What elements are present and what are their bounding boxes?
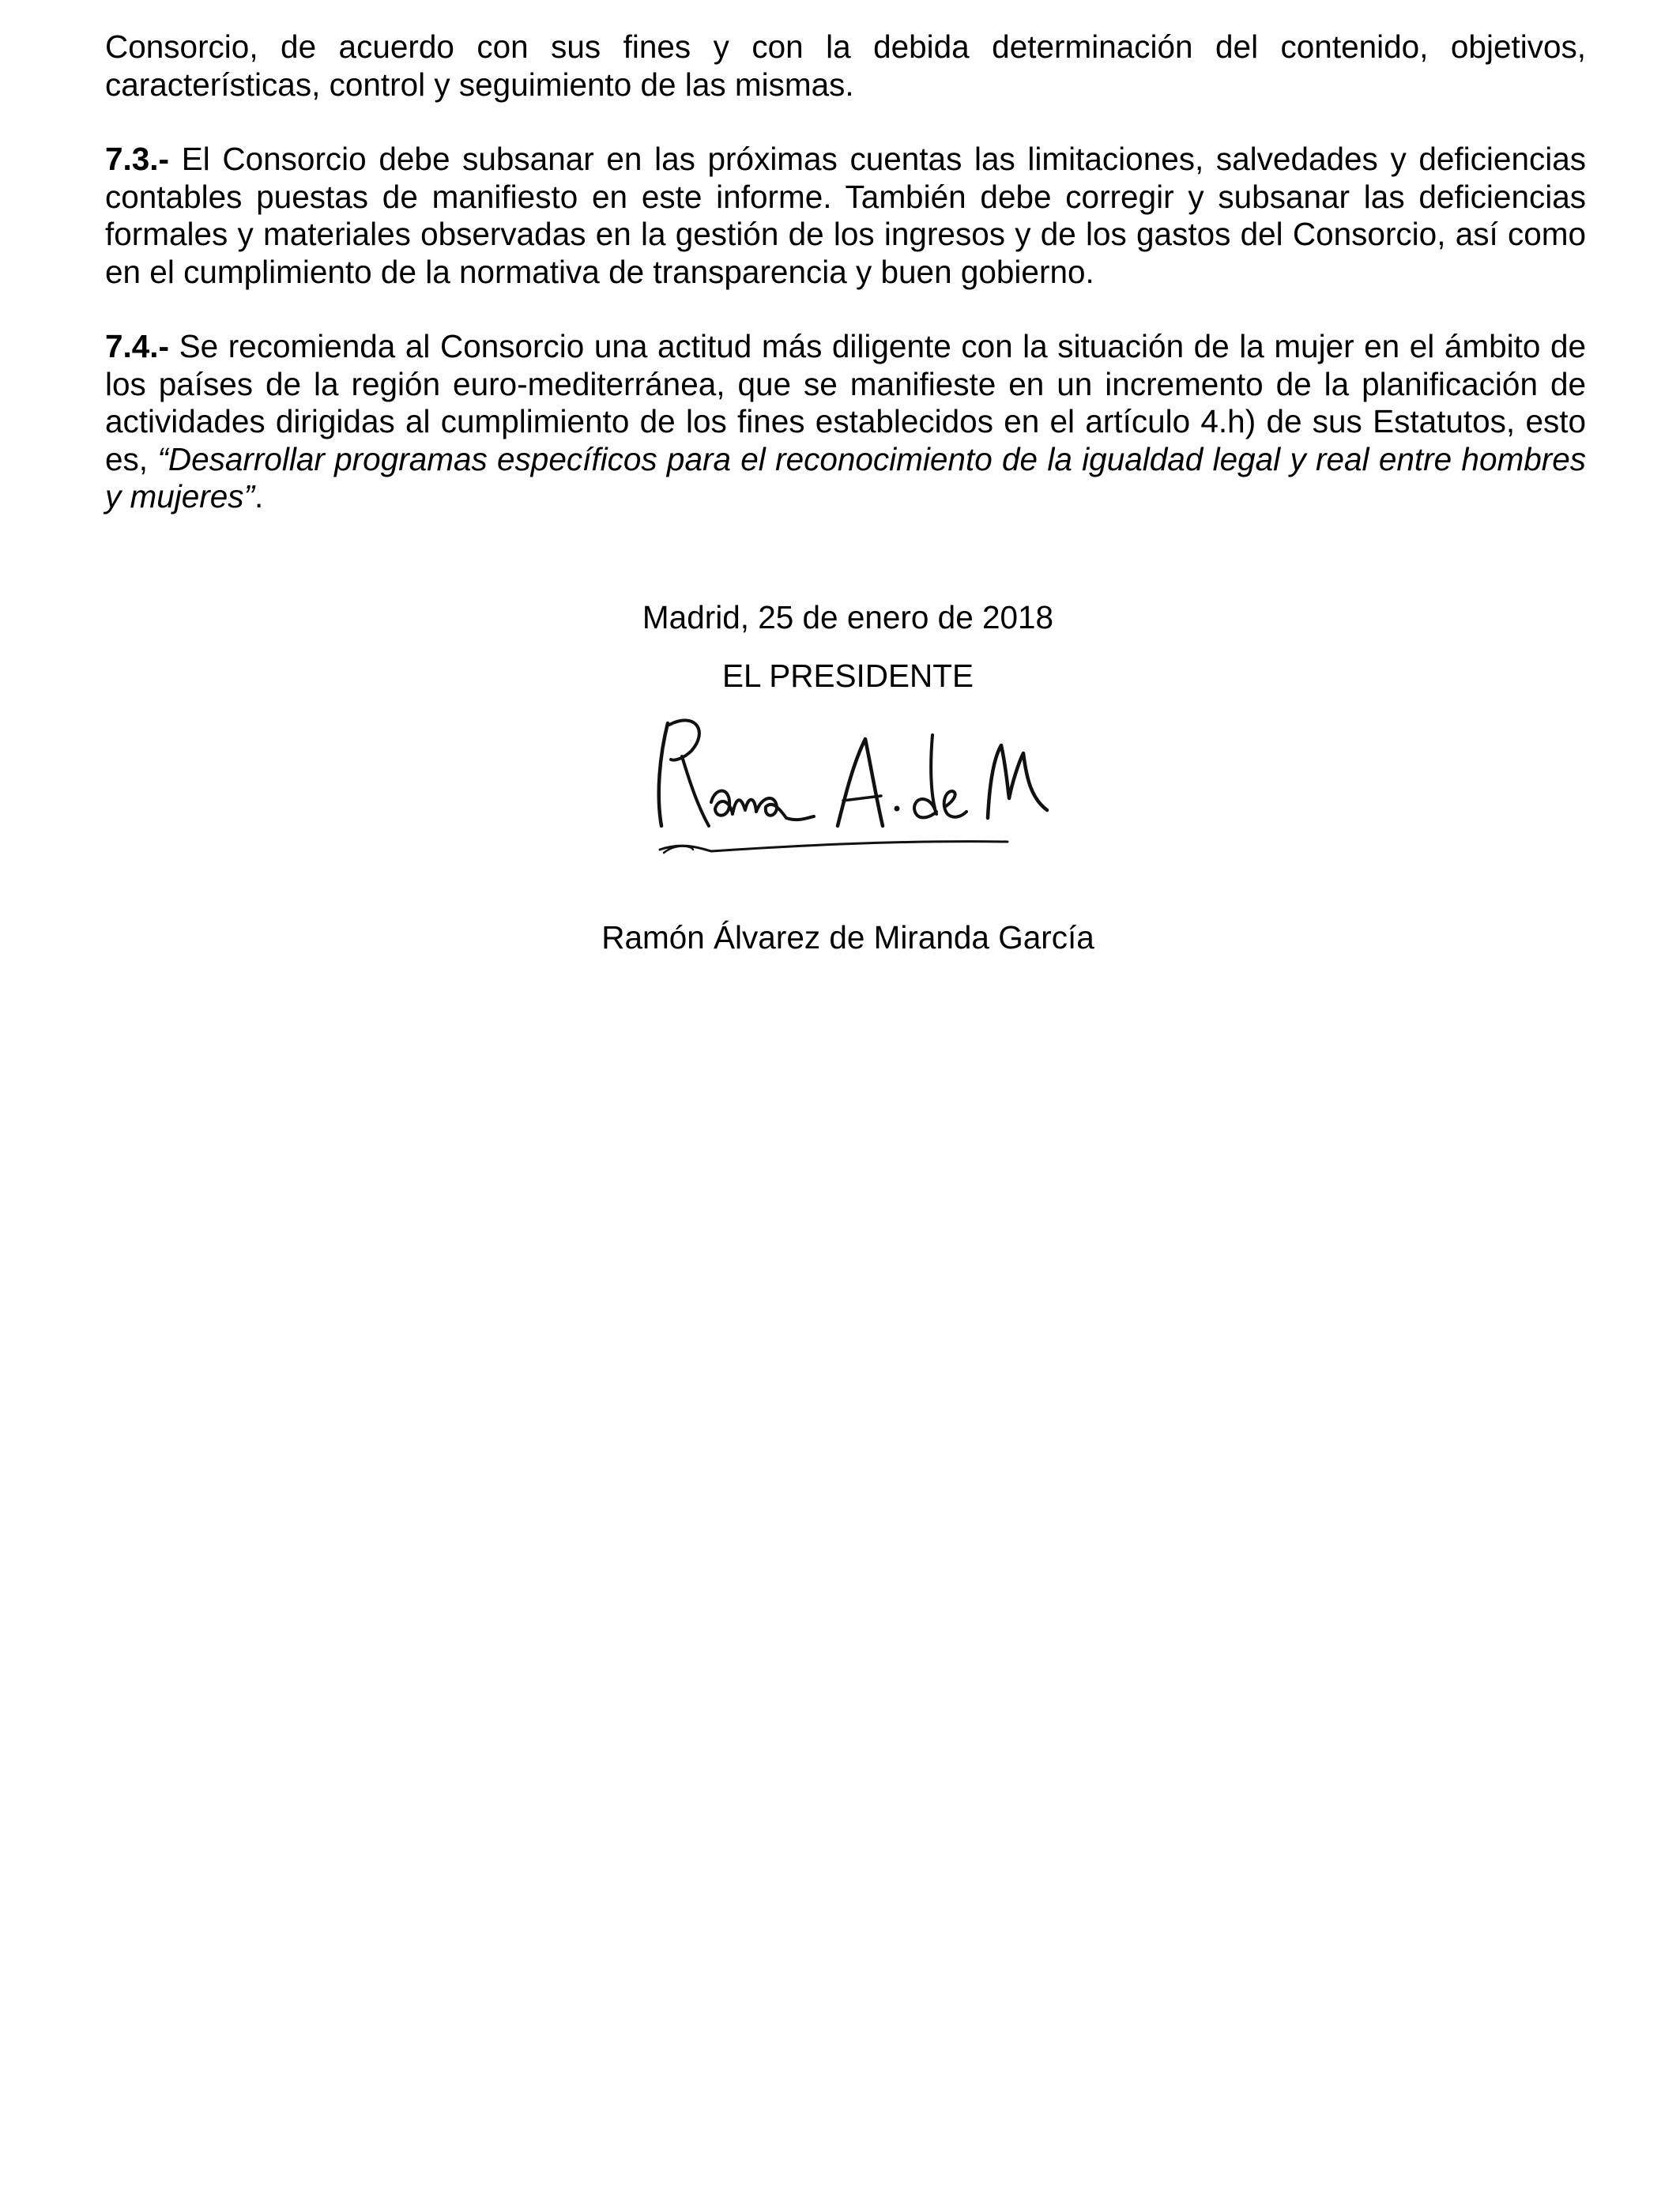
paragraph-7-4 [105, 328, 1586, 516]
paragraph-number-7-3: 7.3.- [105, 141, 170, 177]
paragraph-7-3-text: El Consorcio debe subsanar en las próximas cuentas las limitaciones, salvedades y deficiencias contables puestas de manifiesto en este informe. También debe corregir y subsanar las deficiencias formales y materiales observadas en la gestión de los ingresos y de los gastos del Consorcio, así como en el cumplimiento de la normativa de transparencia y buen gobierno. [105, 141, 1586, 290]
paragraph-7-4-quote: “Desarrollar programas específicos para el reconocimiento de la igualdad legal y real entre hombres y mujeres” [105, 440, 1586, 515]
document-body [105, 28, 1586, 516]
paragraph-7-4-text: Se recomienda al Consorcio una actitud más diligente con la situación de la mujer en el ámbito de los países de la región euro-mediterránea, que se manifieste en un incremento de la planificación de actividades dirigidas al cumplimiento de los fines establecidos en el artículo 4.h) de sus Estatutos, esto es, [105, 328, 1586, 477]
paragraph-7-3 [105, 141, 1586, 291]
paragraph-number-7-4: 7.4.- [105, 328, 170, 364]
signer-name: Ramón Álvarez de Miranda García [601, 919, 1094, 956]
signer-role: EL PRESIDENTE [721, 658, 974, 694]
place-date: Madrid, 25 de enero de 2018 [642, 599, 1054, 635]
paragraph-7-4-end: . [254, 478, 264, 515]
paragraph-continuation-text: Consorcio, de acuerdo con sus fines y con la debida determinación del contenido, objetivos, características, control y seguimiento de las mismas. [105, 28, 1586, 103]
paragraph-continuation [105, 28, 1586, 104]
handwritten-signature [636, 707, 1075, 865]
